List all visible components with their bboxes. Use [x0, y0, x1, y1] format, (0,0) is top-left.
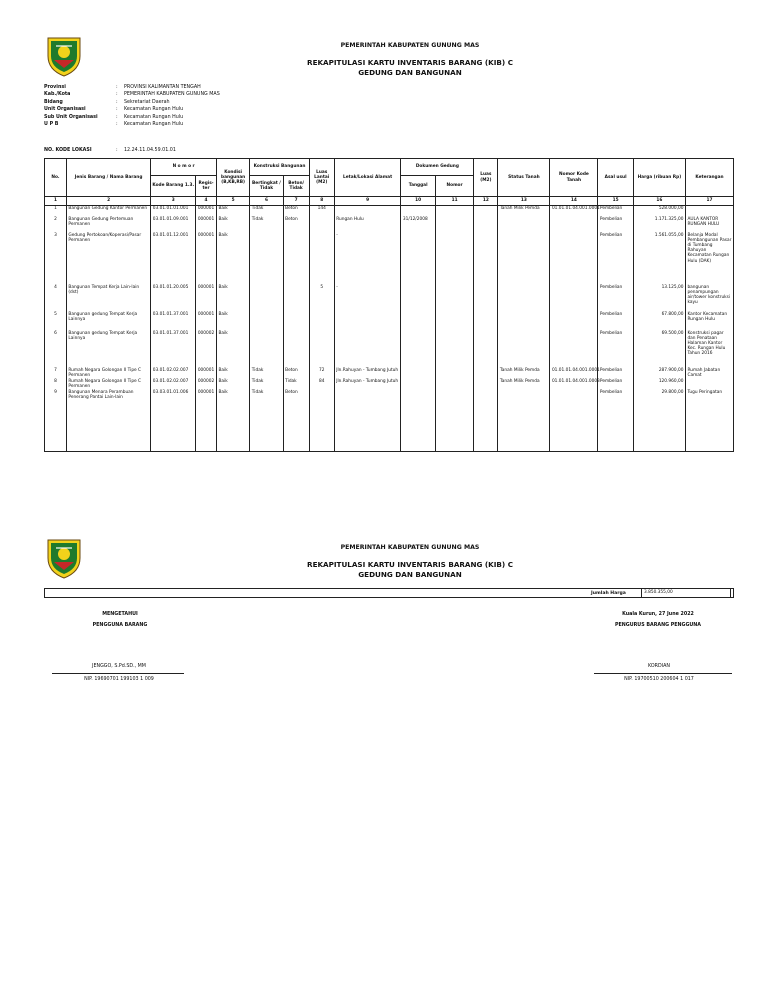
row-harga: 1.561.055,00 [633, 233, 685, 285]
table-row [45, 285, 734, 312]
info-row-subunit: Sub Unit Organisasi : Kecamatan Rungan Hulu [44, 114, 184, 120]
row-tanggal [401, 331, 435, 368]
row-luas [474, 285, 498, 312]
row-asal-usul: Pembelian [598, 233, 633, 285]
row-harga: 13.125,00 [633, 285, 685, 312]
row-nama-barang: Rumah Negara Golongan II Tipe C Permanen [66, 379, 150, 390]
row-luas-lantai [309, 233, 334, 285]
report-title [200, 58, 620, 78]
row-letak: Jln.Rahuyan - Tumbang Jutuh [334, 379, 401, 390]
row-no: 3 [45, 233, 67, 285]
row-status-tanah: Tanah Milik Pemda [498, 368, 550, 379]
row-kode-tanah [550, 233, 598, 285]
inventory-table [44, 158, 734, 452]
row-tanggal [401, 390, 435, 452]
table-row [45, 368, 734, 379]
row-luas-lantai: 84 [309, 379, 334, 390]
row-register: 000001 [196, 390, 217, 452]
col-register: Regis-ter [196, 176, 217, 197]
row-luas-lantai [309, 217, 334, 233]
info-row-bidang: Bidang : Sekretariat Daerah [44, 99, 170, 105]
row-letak [334, 312, 401, 331]
row-luas [474, 217, 498, 233]
row-bertingkat: Tidak [250, 217, 283, 233]
col-konstruksi: Konstruksi Bangunan [250, 159, 309, 176]
row-keterangan: Kantor Kecamatan Rungan Hulu [685, 312, 733, 331]
row-nomor-dokumen [435, 390, 474, 452]
row-harga: 287.900,00 [633, 368, 685, 379]
row-kode-barang: 03.03.01.01.006 [151, 390, 196, 452]
organization-info [44, 84, 220, 128]
row-kode-barang: 03.01.02.02.007 [151, 379, 196, 390]
row-kode-barang: 03.01.02.02.007 [151, 368, 196, 379]
row-nama-barang: Bangunan Gedung Kantor Permanen [66, 206, 150, 217]
row-asal-usul: Pembelian [598, 379, 633, 390]
government-heading: PEMERINTAH KABUPATEN GUNUNG MAS [340, 42, 480, 49]
row-tanggal [401, 206, 435, 217]
row-luas-lantai: 5 [309, 285, 334, 312]
table-row [45, 331, 734, 368]
row-kondisi: Baik [216, 331, 249, 368]
row-keterangan: AULA KANTOR RUNGAN HULU [685, 217, 733, 233]
row-kondisi: Baik [216, 233, 249, 285]
row-keterangan [685, 206, 733, 217]
total-price-value: 3.850.355,00 [641, 589, 731, 597]
row-status-tanah [498, 331, 550, 368]
row-tanggal [401, 379, 435, 390]
row-bertingkat [250, 331, 283, 368]
row-letak [334, 390, 401, 452]
row-no: 2 [45, 217, 67, 233]
row-beton [283, 331, 309, 368]
row-luas [474, 233, 498, 285]
signature-right-place-date: Kuala Kurun, 27 June 2022 [622, 612, 694, 617]
row-nomor-dokumen [435, 368, 474, 379]
row-nama-barang: Bangunan Menara Perambuan Penerang Pantai Lain-lain [66, 390, 150, 452]
row-kode-tanah: 01.01.01.04.001.0003 [550, 379, 598, 390]
row-beton: Beton [283, 368, 309, 379]
col-status-tanah: Status Tanah [498, 159, 550, 197]
row-status-tanah [498, 390, 550, 452]
row-nama-barang: Bangunan Tempat Kerja Lain-lain (dst) [66, 285, 150, 312]
row-register: 000001 [196, 312, 217, 331]
row-bertingkat [250, 233, 283, 285]
row-tanggal: 31/12/2008 [401, 217, 435, 233]
row-bertingkat: Tidak [250, 206, 283, 217]
row-luas [474, 206, 498, 217]
row-keterangan [685, 379, 733, 390]
row-kode-tanah [550, 285, 598, 312]
row-status-tanah [498, 312, 550, 331]
row-asal-usul: Pembelian [598, 217, 633, 233]
signature-right-role: PENGURUS BARANG PENGGUNA [614, 623, 702, 628]
report-title [200, 560, 620, 580]
signature-right-line [594, 673, 732, 674]
signature-right-nip: NIP. 19700510 200604 1 017 [624, 677, 694, 682]
signature-right-name: KORDIAN [648, 664, 670, 669]
row-luas [474, 312, 498, 331]
row-kondisi: Baik [216, 285, 249, 312]
col-asal-usul: Asal usul [598, 159, 633, 197]
col-jenis-barang: Jenis Barang / Nama Barang [66, 159, 150, 197]
table-row [45, 233, 734, 285]
row-kondisi: Baik [216, 379, 249, 390]
row-bertingkat: Tidak [250, 368, 283, 379]
row-nomor-dokumen [435, 217, 474, 233]
row-letak: Rungan Hulu [334, 217, 401, 233]
row-letak: - [334, 233, 401, 285]
row-status-tanah: Tanah Milik Pemda [498, 379, 550, 390]
row-nama-barang: Gedung Pertokoan/Koperasi/Pasar Permanen [66, 233, 150, 285]
row-keterangan: Tugu Peringatan [685, 390, 733, 452]
info-row-unit: Unit Organisasi : Kecamatan Rungan Hulu [44, 107, 184, 113]
row-kondisi: Baik [216, 390, 249, 452]
row-register: 000001 [196, 233, 217, 285]
row-asal-usul: Pembelian [598, 368, 633, 379]
row-luas [474, 331, 498, 368]
row-register: 000002 [196, 379, 217, 390]
row-bertingkat: Tidak [250, 379, 283, 390]
row-register: 000002 [196, 331, 217, 368]
row-beton: Beton [283, 206, 309, 217]
row-luas-lantai: 144 [309, 206, 334, 217]
row-kode-barang: 03.01.01.01.001 [151, 206, 196, 217]
row-harga: 528.000,00 [633, 206, 685, 217]
regency-emblem-logo [44, 34, 84, 78]
row-luas-lantai [309, 312, 334, 331]
col-luas: Luas (M2) [474, 159, 498, 197]
row-nama-barang: Rumah Negara Golongan II Tipe C Permanen [66, 368, 150, 379]
row-luas-lantai: 72 [309, 368, 334, 379]
col-harga: Harga (ribuan Rp) [633, 159, 685, 197]
row-letak [334, 331, 401, 368]
row-keterangan: bangunan penampungan air/tower konstruksi kayu [685, 285, 733, 312]
row-status-tanah [498, 285, 550, 312]
col-bertingkat: Bertingkat / Tidak [250, 176, 283, 197]
row-kode-barang: 03.01.01.20.005 [151, 285, 196, 312]
table-row [45, 379, 734, 390]
row-no: 5 [45, 312, 67, 331]
row-luas [474, 390, 498, 452]
row-keterangan: Konstruksi pagar dan Penataan Halaman Kantor Kec. Rungan Hulu Tahun 2016 [685, 331, 733, 368]
row-register: 000001 [196, 217, 217, 233]
row-beton [283, 233, 309, 285]
row-kondisi: Baik [216, 312, 249, 331]
signature-left-line [52, 673, 184, 674]
row-tanggal [401, 312, 435, 331]
info-row-upb: U P B : Kecamatan Rungan Hulu [44, 121, 184, 127]
col-nomor-dokumen: Nomor [435, 176, 474, 197]
row-no: 7 [45, 368, 67, 379]
row-status-tanah [498, 217, 550, 233]
table-row [45, 312, 734, 331]
table-row [45, 217, 734, 233]
total-price-row [44, 588, 734, 598]
row-letak: Jln.Rahuyan - Tumbang Jutuh [334, 368, 401, 379]
row-nomor-dokumen [435, 233, 474, 285]
table-row [45, 390, 734, 452]
row-kode-barang: 03.01.01.09.001 [151, 217, 196, 233]
row-asal-usul: Pembelian [598, 390, 633, 452]
signature-left-nip: NIP. 19690701 199103 1 009 [84, 677, 154, 682]
row-kode-tanah [550, 390, 598, 452]
row-harga: 67.800,00 [633, 312, 685, 331]
row-no: 6 [45, 331, 67, 368]
info-row-provinsi: Provinsi : PROVINSI KALIMANTAN TENGAH [44, 85, 201, 90]
row-nama-barang: Bangunan gedung Tempat Kerja Lainnya [66, 331, 150, 368]
row-register: 000001 [196, 206, 217, 217]
row-kode-tanah [550, 312, 598, 331]
row-asal-usul: Pembelian [598, 206, 633, 217]
signature-left-name: JENGGO, S.Pd.SD., MM [92, 664, 146, 669]
row-no: 8 [45, 379, 67, 390]
row-tanggal [401, 368, 435, 379]
col-tanggal: Tanggal [401, 176, 435, 197]
report-title-line2: GEDUNG DAN BANGUNAN [358, 570, 462, 579]
row-kode-tanah: 01.01.01.04.001.0001 [550, 206, 598, 217]
col-luas-lantai: Luas Lantai (M2) [309, 159, 334, 197]
row-beton [283, 285, 309, 312]
signature-left-role: PENGGUNA BARANG [92, 623, 148, 628]
col-no: No. [45, 159, 67, 197]
row-nama-barang: Bangunan Gedung Pertemuan Permanen [66, 217, 150, 233]
row-harga: 1.171.325,00 [633, 217, 685, 233]
government-heading: PEMERINTAH KABUPATEN GUNUNG MAS [340, 544, 480, 551]
report-page-1 [0, 0, 768, 480]
row-kode-barang: 03.01.01.12.001 [151, 233, 196, 285]
row-luas [474, 368, 498, 379]
table-row [45, 206, 734, 217]
row-beton: Beton [283, 217, 309, 233]
col-kode-barang: Kode Barang 1.3. [151, 176, 196, 197]
row-kondisi: Baik [216, 206, 249, 217]
row-asal-usul: Pembelian [598, 331, 633, 368]
row-keterangan: Rumah Jabatan Camat [685, 368, 733, 379]
row-nama-barang: Bangunan gedung Tempat Kerja Lainnya [66, 312, 150, 331]
col-beton: Beton/ Tidak [283, 176, 309, 197]
row-kode-tanah [550, 217, 598, 233]
row-nomor-dokumen [435, 331, 474, 368]
info-row-kabkota: Kab./Kota : PEMERINTAH KABUPATEN GUNUNG MAS [44, 92, 220, 98]
row-letak: - [334, 285, 401, 312]
row-nomor-dokumen [435, 206, 474, 217]
row-register: 000001 [196, 368, 217, 379]
report-title-line1: REKAPITULASI KARTU INVENTARIS BARANG (KIB) C [307, 58, 513, 67]
signature-left-title: MENGETAHUI [102, 612, 138, 617]
col-kode-tanah: Nomor Kode Tanah [550, 159, 598, 197]
row-letak [334, 206, 401, 217]
row-no: 1 [45, 206, 67, 217]
row-status-tanah: Tanah Milik Pemda [498, 206, 550, 217]
col-nomor: N o m o r [151, 159, 217, 176]
row-kode-tanah: 01.01.01.04.001.0001 [550, 368, 598, 379]
row-tanggal [401, 285, 435, 312]
report-page-2 [0, 520, 768, 720]
row-tanggal [401, 233, 435, 285]
row-luas [474, 379, 498, 390]
row-bertingkat [250, 312, 283, 331]
column-number-row: 1 2 3 4 5 6 7 8 9 10 11 12 13 14 15 16 17 [45, 197, 734, 206]
row-beton [283, 312, 309, 331]
kode-lokasi: NO. KODE LOKASI : 12.24.11.04.59.01.01 [44, 148, 176, 153]
row-harga: 69.500,00 [633, 331, 685, 368]
row-kode-barang: 03.01.01.37.001 [151, 331, 196, 368]
row-nomor-dokumen [435, 379, 474, 390]
row-nomor-dokumen [435, 312, 474, 331]
row-harga: 29.800,00 [633, 390, 685, 452]
report-title-line1: REKAPITULASI KARTU INVENTARIS BARANG (KIB) C [307, 560, 513, 569]
row-kode-barang: 03.01.01.37.001 [151, 312, 196, 331]
row-no: 4 [45, 285, 67, 312]
row-luas-lantai [309, 390, 334, 452]
col-keterangan: Keterangan [685, 159, 733, 197]
row-nomor-dokumen [435, 285, 474, 312]
row-bertingkat [250, 285, 283, 312]
total-price-label: Jumlah Harga [591, 590, 626, 596]
row-luas-lantai [309, 331, 334, 368]
row-keterangan: Belanja Modal Pembangunan Pasar di Tumbang Rahuyan Kecamatan Rungan Hulu (DAK) [685, 233, 733, 285]
row-beton: Tidak [283, 379, 309, 390]
row-bertingkat: Tidak [250, 390, 283, 452]
row-asal-usul: Pembelian [598, 285, 633, 312]
col-letak: Letak/Lokasi Alamat [334, 159, 401, 197]
row-kondisi: Baik [216, 217, 249, 233]
row-no: 9 [45, 390, 67, 452]
row-kondisi: Baik [216, 368, 249, 379]
row-kode-tanah [550, 331, 598, 368]
col-dokumen: Dokumen Gedung [401, 159, 474, 176]
row-status-tanah [498, 233, 550, 285]
row-harga: 120.960,00 [633, 379, 685, 390]
row-asal-usul: Pembelian [598, 312, 633, 331]
regency-emblem-logo [44, 536, 84, 580]
col-kondisi: Kondisi bangunan (B,KB,RB) [216, 159, 249, 197]
row-register: 000001 [196, 285, 217, 312]
report-title-line2: GEDUNG DAN BANGUNAN [358, 68, 462, 77]
row-beton: Beton [283, 390, 309, 452]
